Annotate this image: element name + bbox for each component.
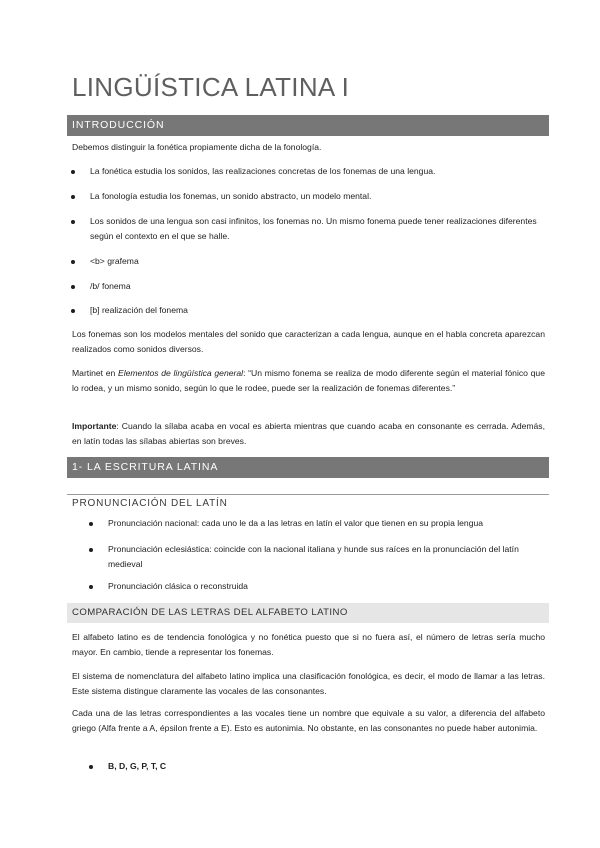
section-heading-escritura-latina: 1- LA ESCRITURA LATINA [67,457,549,478]
list-item: <b> grafema [90,254,545,269]
list-item: Pronunciación nacional: cada uno le da a las letras en latín el valor que tienen en su propia lengua [108,516,545,531]
alphabet-paragraph-1: El alfabeto latino es de tendencia fonológica y no fonética puesto que si no fuera así, el número de letras sería mucho mayor. En cambio, tiende a representar los fonemas. [72,632,545,657]
alphabet-paragraph-2: El sistema de nomenclatura del alfabeto latino implica una clasificación fonológica, es decir, el modo de llamar a las letras. Este sistema distingue claramente las vocales de las consonantes. [72,671,545,696]
bullet-icon [71,260,75,264]
subheading-pronunciacion: PRONUNCIACIÓN DEL LATÍN [72,498,228,509]
list-item: Pronunciación eclesiástica: coincide con la nacional italiana y hunde sus raíces en la pronunciación del latín medieval [108,542,545,572]
importante-label: Importante [72,421,117,431]
list-item: /b/ fonema [90,279,545,294]
alphabet-paragraph-3: Cada una de las letras correspondientes a las vocales tiene un nombre que equivale a su valor, a diferencia del alfabeto griego (Alfa frente a A, épsilon frente a E). Esto es autonimia. No obstante, en las consonantes no puede haber autonimia. [72,708,545,733]
section-heading-introduccion: INTRODUCCIÓN [67,115,549,136]
bullet-icon [71,170,75,174]
list-item: La fonología estudia los fonemas, un sonido abstracto, un modelo mental. [90,189,545,204]
book-title: Elementos de lingüística general [117,368,244,378]
document-title: LINGÜÍSTICA LATINA I [72,72,350,102]
intro-paragraph-martinet: Martinet en Elementos de lingüística general: “Un mismo fonema se realiza de modo diferente según el material fónico que lo rodea, y un mismo sonido, según lo que le rodee, puede ser la realización de fonemas diferentes.” [72,368,545,393]
list-item: [b] realización del fonema [90,303,545,318]
divider [67,494,549,495]
bullet-icon [71,309,75,313]
intro-paragraph-importante: Importante: Cuando la sílaba acaba en vocal es abierta mientras que cuando acaba en consonante es cerrada. Además, en latín todas las sílabas abiertas son breves. [72,421,545,446]
bullet-icon [71,285,75,289]
list-item: Pronunciación clásica o reconstruida [108,579,545,594]
list-item: Los sonidos de una lengua son casi infinitos, los fonemas no. Un mismo fonema puede tener realizaciones diferentes según el contexto en el que se halle. [90,214,545,244]
intro-paragraph-1: Debemos distinguir la fonética propiamente dicha de la fonología. [72,142,322,152]
bullet-icon [89,585,93,589]
intro-paragraph-2: Los fonemas son los modelos mentales del sonido que caracterizan a cada lengua, aunque en el habla concreta aparezcan realizados como sonidos diversos. [72,329,545,354]
bullet-icon [71,195,75,199]
bullet-icon [71,220,75,224]
bullet-icon [89,548,93,552]
subheading-comparacion: COMPARACIÓN DE LAS LETRAS DEL ALFABETO LATINO [67,603,549,623]
list-item: B, D, G, P, T, C [108,759,545,774]
bullet-icon [89,765,93,769]
bullet-icon [89,522,93,526]
list-item: La fonética estudia los sonidos, las realizaciones concretas de los fonemas de una lengua. [90,164,545,179]
